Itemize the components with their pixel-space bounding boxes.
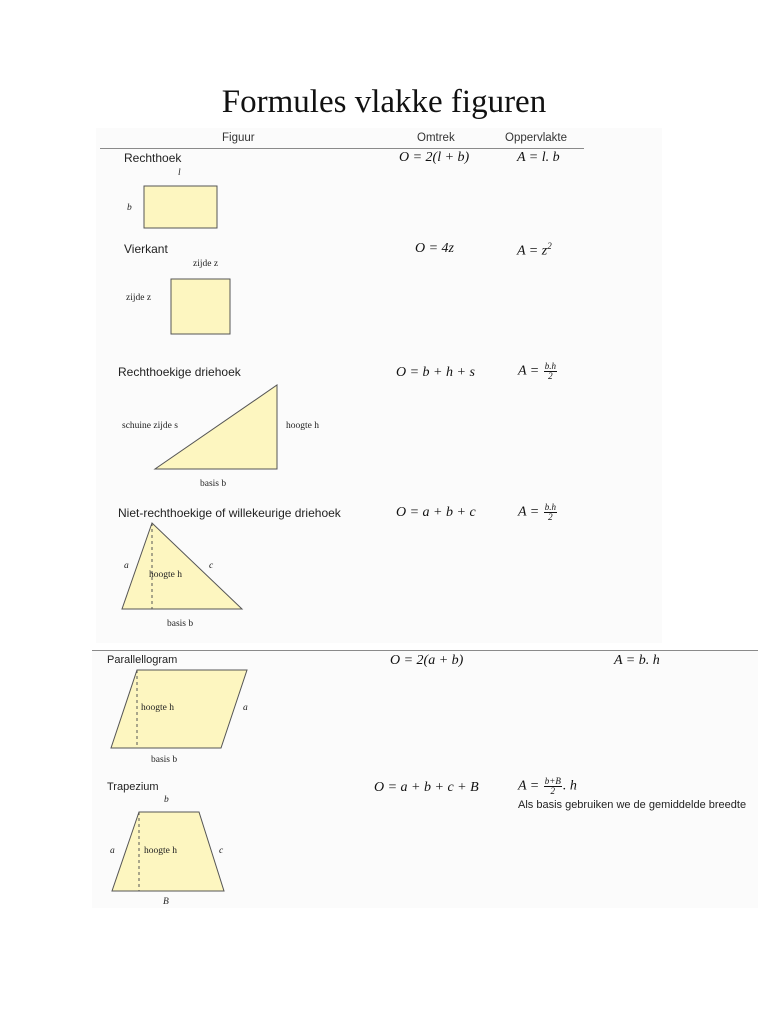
vierkant-label-left: zijde z (126, 293, 152, 303)
header-figuur: Figuur (222, 132, 255, 144)
rechthoekige-driehoek-area: A = $\frac{b.h}{2}$ (518, 361, 556, 381)
willekeurige-driehoek-label-c: c (209, 561, 214, 571)
vierkant-area: $A = z^2$ (517, 241, 552, 259)
rechthoek-name: Rechthoek (124, 151, 182, 165)
willekeurige-driehoek-label-h: hoogte h (149, 570, 182, 580)
header-omtrek: Omtrek (417, 132, 455, 144)
parallellogram-name: Parallellogram (107, 654, 178, 666)
trapezium-label-b: b (164, 795, 169, 805)
rechthoek-perimeter: O = 2(l + b) (399, 150, 470, 165)
rechthoek-area: A = l. b (517, 150, 560, 165)
trapezium-name: Trapezium (107, 781, 159, 793)
trapezium-label-h: hoogte h (144, 846, 177, 856)
willekeurige-driehoek-label-b: basis b (167, 619, 194, 629)
trapezium-label-c: c (219, 846, 224, 856)
trapezium-label-a: a (110, 846, 115, 856)
vierkant-label-top: zijde z (193, 259, 219, 269)
trapezium-note: Als basis gebruiken we de gemiddelde breedte (518, 799, 747, 811)
willekeurige-driehoek-area: A = $\frac{b.h}{2}$ (518, 502, 556, 522)
parallellogram-label-a: a (243, 703, 248, 713)
willekeurige-driehoek-label-a: a (124, 561, 129, 571)
rechthoek-label-l: l (178, 168, 181, 178)
parallellogram-label-b: basis b (151, 755, 178, 765)
parallellogram-label-h: hoogte h (141, 703, 174, 713)
rechthoekige-driehoek-label-h: hoogte h (286, 421, 319, 431)
rechthoek-label-b: b (127, 203, 132, 213)
parallellogram-area: A = b. h (614, 653, 660, 668)
page-title: Formules vlakke figuren (221, 84, 547, 120)
rechthoekige-driehoek-name: Rechthoekige driehoek (118, 365, 241, 379)
willekeurige-driehoek-perimeter: O = a + b + c (396, 505, 476, 520)
vierkant-perimeter: O = 4z (415, 241, 455, 256)
willekeurige-driehoek-name: Niet-rechthoekige of willekeurige driehoek (118, 506, 341, 520)
header-oppervlakte: Oppervlakte (505, 132, 568, 144)
trapezium-label-B: B (163, 897, 169, 907)
vierkant-name: Vierkant (124, 242, 168, 256)
trapezium-perimeter: O = a + b + c + B (374, 780, 479, 795)
trapezium-area: A = $\frac{b+B}{2}$ . h (518, 776, 577, 796)
rechthoekige-driehoek-label-s: schuine zijde s (122, 421, 178, 431)
parallellogram-perimeter: O = 2(a + b) (390, 653, 464, 668)
rechthoekige-driehoek-perimeter: O = b + h + s (396, 365, 475, 380)
rechthoekige-driehoek-label-b: basis b (200, 479, 227, 489)
